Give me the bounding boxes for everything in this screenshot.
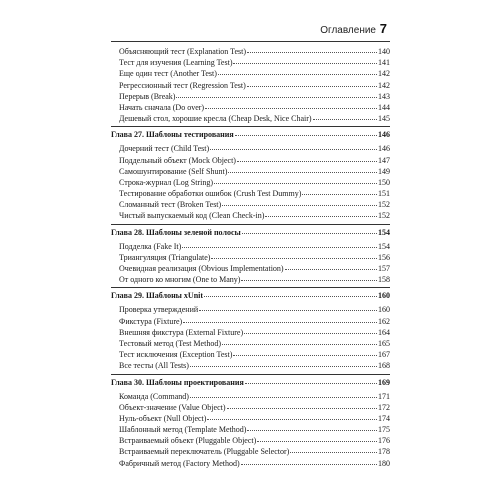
toc-label: Фикстура (Fixture) (119, 316, 183, 326)
toc-entry (111, 241, 390, 252)
dot-leader (302, 188, 377, 196)
toc-label: Строка-журнал (Log String) (119, 177, 213, 187)
toc-page-number: 164 (378, 327, 390, 337)
toc-entry (111, 274, 390, 285)
toc-page-number: 160 (378, 291, 390, 301)
toc-page-number: 167 (378, 350, 390, 360)
toc-page-number: 180 (378, 458, 390, 468)
toc-page-number: 168 (378, 361, 390, 371)
dot-leader (233, 57, 377, 65)
toc-entry (111, 199, 390, 210)
toc-page-number: 158 (378, 275, 390, 285)
page-header (0, 0, 500, 40)
dot-leader (285, 263, 377, 271)
toc-label: Чистый выпускаемый код (Clean Check-in) (119, 211, 265, 221)
toc-label: Триангуляция (Triangulate) (119, 252, 211, 262)
toc-label: Шаблонный метод (Template Method) (119, 425, 247, 435)
toc-label: Дешевый стол, хорошие кресла (Cheap Desk, Nice Chair) (119, 114, 312, 124)
dot-leader (207, 413, 377, 421)
toc-page-number: 150 (378, 177, 390, 187)
toc-label: Проверка утверждений (119, 305, 199, 315)
toc-label: Тест для изучения (Learning Test) (119, 58, 233, 68)
toc-entry (111, 349, 390, 360)
toc-entry (111, 46, 390, 57)
toc-entry (111, 263, 390, 274)
toc-entry (111, 188, 390, 199)
dot-leader (235, 129, 377, 137)
toc-label: Команда (Command) (119, 391, 189, 401)
toc-label: Дочерний тест (Child Test) (119, 144, 210, 154)
dot-leader (290, 446, 377, 454)
dot-leader (228, 166, 377, 174)
toc-page-number: 152 (378, 200, 390, 210)
dot-leader (237, 155, 377, 163)
toc-entry (111, 458, 390, 469)
toc-page-number: 178 (378, 447, 390, 457)
toc-entry (111, 68, 390, 79)
toc-page-number: 146 (378, 130, 390, 140)
toc-page-number: 172 (378, 402, 390, 412)
toc-label: Глава 28. Шаблоны зеленой полосы (111, 227, 241, 237)
table-of-contents (111, 46, 390, 469)
toc-page-number: 151 (378, 189, 390, 199)
toc-entry (111, 113, 390, 124)
toc-label: Сломанный тест (Broken Test) (119, 200, 222, 210)
toc-page-number: 142 (378, 69, 390, 79)
toc-entry (111, 210, 390, 221)
toc-entry (111, 327, 390, 338)
dot-leader (233, 349, 377, 357)
toc-label: Самошунтирование (Self Shunt) (119, 166, 228, 176)
toc-entry (111, 57, 390, 68)
toc-page-number: 157 (378, 264, 390, 273)
toc-entry (111, 80, 390, 91)
toc-label: Перерыв (Break) (119, 91, 176, 101)
toc-label: Тест исключения (Exception Test) (119, 350, 233, 360)
dot-leader (190, 391, 377, 399)
dot-leader (265, 210, 377, 218)
toc-page-number: 176 (378, 436, 390, 446)
dot-leader (183, 316, 377, 324)
toc-chapter (111, 126, 390, 140)
dot-leader (199, 304, 377, 312)
dot-leader (182, 241, 377, 249)
toc-entry (111, 102, 390, 113)
toc-entry (111, 316, 390, 327)
toc-label: Глава 29. Шаблоны xUnit (111, 291, 204, 301)
dot-leader (227, 402, 377, 410)
toc-label: Тестовый метод (Test Method) (119, 338, 221, 348)
toc-label: От одного ко многим (One to Many) (119, 275, 241, 285)
toc-label: Начать сначала (Do over) (119, 102, 205, 112)
toc-label: Поддельный объект (Mock Object) (119, 155, 236, 165)
dot-leader (244, 327, 377, 335)
toc-page-number: 165 (378, 338, 390, 348)
toc-page-number: 171 (378, 391, 390, 401)
toc-page-number: 144 (378, 102, 390, 112)
dot-leader (245, 377, 377, 385)
toc-entry (111, 155, 390, 166)
running-title: Оглавление (320, 25, 376, 36)
toc-entry (111, 446, 390, 457)
toc-page-number: 142 (378, 80, 390, 90)
toc-entry (111, 304, 390, 315)
toc-label: Все тесты (All Tests) (119, 361, 189, 371)
dot-leader (204, 290, 377, 298)
toc-page-number: 154 (378, 227, 390, 237)
toc-label: Подделка (Fake It) (119, 241, 182, 251)
dot-leader (205, 102, 377, 110)
toc-label: Встраиваемый переключатель (Pluggable Selector) (119, 447, 290, 457)
toc-page-number: 146 (378, 144, 390, 154)
dot-leader (176, 91, 377, 99)
toc-page-number: 175 (378, 425, 390, 435)
toc-label: Нуль-объект (Null Object) (119, 413, 207, 423)
toc-page-number: 145 (378, 114, 390, 124)
toc-page-number: 149 (378, 166, 390, 176)
toc-label: Тестирование обработки ошибок (Crush Test Dummy) (119, 189, 302, 199)
toc-label: Регрессионный тест (Regression Test) (119, 80, 246, 90)
dot-leader (247, 80, 377, 88)
dot-leader (241, 458, 377, 466)
toc-chapter (111, 224, 390, 238)
toc-page-number: 143 (378, 91, 390, 101)
toc-page-number: 169 (378, 377, 390, 387)
toc-entry (111, 435, 390, 446)
dot-leader (190, 360, 377, 368)
toc-entry (111, 252, 390, 263)
toc-page-number: 162 (378, 316, 390, 326)
dot-leader (222, 199, 377, 207)
toc-label: Очевидная реализация (Obvious Implementation) (119, 264, 284, 273)
toc-page-number: 156 (378, 252, 390, 262)
dot-leader (222, 338, 377, 346)
toc-label: Объект-значение (Value Object) (119, 402, 226, 412)
toc-chapter (111, 374, 390, 388)
toc-label: Внешняя фикстура (External Fixture) (119, 327, 244, 337)
header-rule (111, 41, 390, 42)
toc-entry (111, 424, 390, 435)
toc-page-number: 152 (378, 211, 390, 221)
dot-leader (257, 435, 377, 443)
dot-leader (247, 424, 377, 432)
dot-leader (313, 113, 377, 121)
toc-page-number: 160 (378, 305, 390, 315)
toc-entry (111, 391, 390, 402)
dot-leader (214, 177, 377, 185)
dot-leader (211, 252, 377, 260)
toc-page-number: 141 (378, 58, 390, 68)
toc-entry (111, 91, 390, 102)
toc-entry (111, 177, 390, 188)
toc-chapter (111, 287, 390, 301)
dot-leader (210, 143, 377, 151)
toc-entry (111, 402, 390, 413)
toc-entry (111, 338, 390, 349)
dot-leader (242, 227, 377, 235)
toc-entry (111, 143, 390, 154)
toc-label: Объясняющий тест (Explanation Test) (119, 47, 247, 56)
toc-label: Встраиваемый объект (Pluggable Object) (119, 436, 257, 446)
toc-page-number: 147 (378, 155, 390, 165)
dot-leader (247, 46, 377, 54)
toc-entry (111, 360, 390, 371)
toc-label: Фабричный метод (Factory Method) (119, 458, 240, 468)
toc-label: Глава 30. Шаблоны проектирования (111, 377, 244, 387)
dot-leader (218, 68, 377, 76)
toc-label: Глава 27. Шаблоны тестирования (111, 130, 234, 140)
dot-leader (241, 274, 377, 282)
page-number: 7 (379, 21, 387, 36)
toc-page-number: 154 (378, 241, 390, 251)
toc-page-number: 174 (378, 413, 390, 423)
toc-entry (111, 413, 390, 424)
toc-entry (111, 166, 390, 177)
toc-page-number: 140 (378, 47, 390, 56)
toc-label: Еще один тест (Another Test) (119, 69, 217, 79)
